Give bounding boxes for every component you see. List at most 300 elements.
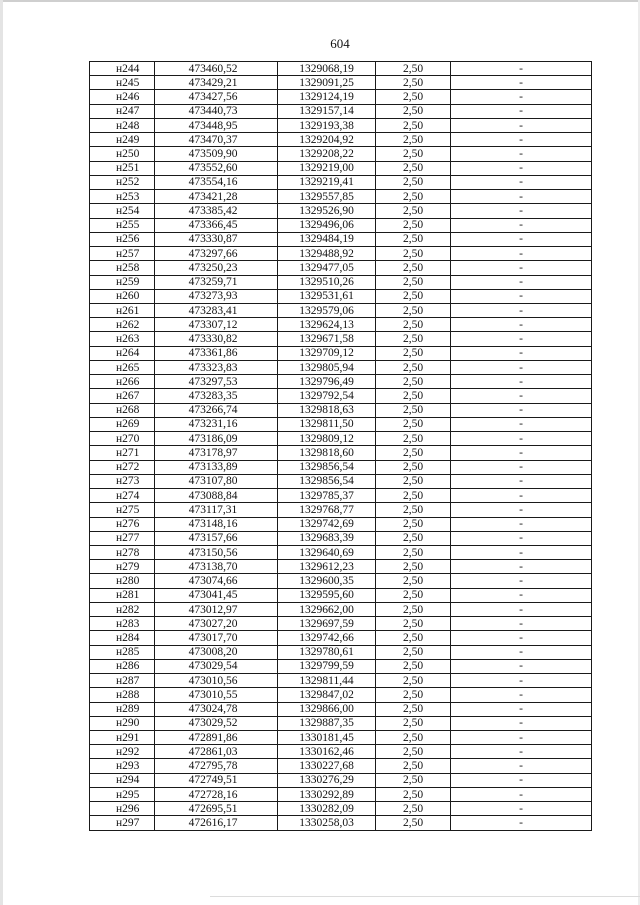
y-coordinate-cell: 1330258,03 (278, 816, 376, 830)
description-cell: - (451, 602, 592, 616)
accuracy-cell: 2,50 (376, 332, 451, 346)
table-row (90, 631, 592, 645)
description-cell: - (451, 175, 592, 189)
description-cell: - (451, 489, 592, 503)
y-coordinate-cell: 1329796,49 (278, 375, 376, 389)
point-id-cell: н290 (90, 716, 155, 730)
x-coordinate-cell: 472891,86 (155, 731, 278, 745)
table-row (90, 602, 592, 616)
y-coordinate-cell: 1330292,89 (278, 787, 376, 801)
description-cell: - (451, 332, 592, 346)
accuracy-cell: 2,50 (376, 303, 451, 317)
table-row (90, 773, 592, 787)
point-id-cell: н269 (90, 417, 155, 431)
accuracy-cell: 2,50 (376, 503, 451, 517)
accuracy-cell: 2,50 (376, 232, 451, 246)
x-coordinate-cell: 473088,84 (155, 489, 278, 503)
table-row (90, 190, 592, 204)
accuracy-cell: 2,50 (376, 602, 451, 616)
point-id-cell: н265 (90, 360, 155, 374)
table-row (90, 787, 592, 801)
point-id-cell: н292 (90, 745, 155, 759)
table-row (90, 76, 592, 90)
accuracy-cell: 2,50 (376, 318, 451, 332)
table-row (90, 574, 592, 588)
accuracy-cell: 2,50 (376, 474, 451, 488)
y-coordinate-cell: 1330162,46 (278, 745, 376, 759)
accuracy-cell: 2,50 (376, 204, 451, 218)
x-coordinate-cell: 473138,70 (155, 560, 278, 574)
table-row (90, 688, 592, 702)
description-cell: - (451, 531, 592, 545)
point-id-cell: н258 (90, 261, 155, 275)
x-coordinate-cell: 473330,87 (155, 232, 278, 246)
x-coordinate-cell: 473297,53 (155, 375, 278, 389)
x-coordinate-cell: 473427,56 (155, 90, 278, 104)
point-id-cell: н263 (90, 332, 155, 346)
description-cell: - (451, 104, 592, 118)
accuracy-cell: 2,50 (376, 403, 451, 417)
accuracy-cell: 2,50 (376, 588, 451, 602)
point-id-cell: н274 (90, 489, 155, 503)
description-cell: - (451, 375, 592, 389)
point-id-cell: н287 (90, 674, 155, 688)
x-coordinate-cell: 473029,52 (155, 716, 278, 730)
description-cell: - (451, 232, 592, 246)
table-row (90, 90, 592, 104)
point-id-cell: н278 (90, 545, 155, 559)
accuracy-cell: 2,50 (376, 118, 451, 132)
point-id-cell: н244 (90, 62, 155, 76)
accuracy-cell: 2,50 (376, 275, 451, 289)
y-coordinate-cell: 1329799,59 (278, 659, 376, 673)
y-coordinate-cell: 1329818,63 (278, 403, 376, 417)
y-coordinate-cell: 1329811,50 (278, 417, 376, 431)
description-cell: - (451, 802, 592, 816)
table-row (90, 375, 592, 389)
accuracy-cell: 2,50 (376, 90, 451, 104)
y-coordinate-cell: 1329600,35 (278, 574, 376, 588)
x-coordinate-cell: 473133,89 (155, 460, 278, 474)
table-row (90, 332, 592, 346)
y-coordinate-cell: 1329866,00 (278, 702, 376, 716)
description-cell: - (451, 76, 592, 90)
y-coordinate-cell: 1329805,94 (278, 360, 376, 374)
y-coordinate-cell: 1329709,12 (278, 346, 376, 360)
accuracy-cell: 2,50 (376, 716, 451, 730)
description-cell: - (451, 503, 592, 517)
description-cell: - (451, 289, 592, 303)
point-id-cell: н267 (90, 389, 155, 403)
table-row (90, 588, 592, 602)
table-row (90, 417, 592, 431)
description-cell: - (451, 247, 592, 261)
y-coordinate-cell: 1329792,54 (278, 389, 376, 403)
point-id-cell: н253 (90, 190, 155, 204)
y-coordinate-cell: 1329193,38 (278, 118, 376, 132)
point-id-cell: н246 (90, 90, 155, 104)
x-coordinate-cell: 473266,74 (155, 403, 278, 417)
accuracy-cell: 2,50 (376, 104, 451, 118)
accuracy-cell: 2,50 (376, 147, 451, 161)
description-cell: - (451, 787, 592, 801)
x-coordinate-cell: 473297,66 (155, 247, 278, 261)
table-row (90, 531, 592, 545)
x-coordinate-cell: 473509,90 (155, 147, 278, 161)
description-cell: - (451, 659, 592, 673)
x-coordinate-cell: 473041,45 (155, 588, 278, 602)
accuracy-cell: 2,50 (376, 175, 451, 189)
accuracy-cell: 2,50 (376, 702, 451, 716)
y-coordinate-cell: 1329510,26 (278, 275, 376, 289)
x-coordinate-cell: 473012,97 (155, 602, 278, 616)
point-id-cell: н259 (90, 275, 155, 289)
y-coordinate-cell: 1329640,69 (278, 545, 376, 559)
point-id-cell: н295 (90, 787, 155, 801)
accuracy-cell: 2,50 (376, 289, 451, 303)
point-id-cell: н262 (90, 318, 155, 332)
x-coordinate-cell: 473460,52 (155, 62, 278, 76)
x-coordinate-cell: 473178,97 (155, 446, 278, 460)
table-row (90, 62, 592, 76)
table-row (90, 232, 592, 246)
description-cell: - (451, 645, 592, 659)
y-coordinate-cell: 1329683,39 (278, 531, 376, 545)
point-id-cell: н275 (90, 503, 155, 517)
x-coordinate-cell: 473150,56 (155, 545, 278, 559)
y-coordinate-cell: 1329742,66 (278, 631, 376, 645)
table-row (90, 261, 592, 275)
point-id-cell: н276 (90, 517, 155, 531)
x-coordinate-cell: 473385,42 (155, 204, 278, 218)
x-coordinate-cell: 473157,66 (155, 531, 278, 545)
table-row (90, 432, 592, 446)
description-cell: - (451, 460, 592, 474)
description-cell: - (451, 403, 592, 417)
x-coordinate-cell: 473259,71 (155, 275, 278, 289)
point-id-cell: н264 (90, 346, 155, 360)
y-coordinate-cell: 1329124,19 (278, 90, 376, 104)
x-coordinate-cell: 473283,35 (155, 389, 278, 403)
point-id-cell: н268 (90, 403, 155, 417)
point-id-cell: н247 (90, 104, 155, 118)
x-coordinate-cell: 473421,28 (155, 190, 278, 204)
description-cell: - (451, 275, 592, 289)
point-id-cell: н296 (90, 802, 155, 816)
table-row (90, 318, 592, 332)
y-coordinate-cell: 1329091,25 (278, 76, 376, 90)
y-coordinate-cell: 1329526,90 (278, 204, 376, 218)
accuracy-cell: 2,50 (376, 688, 451, 702)
x-coordinate-cell: 473186,09 (155, 432, 278, 446)
point-id-cell: н272 (90, 460, 155, 474)
accuracy-cell: 2,50 (376, 375, 451, 389)
description-cell: - (451, 389, 592, 403)
accuracy-cell: 2,50 (376, 759, 451, 773)
point-id-cell: н249 (90, 133, 155, 147)
x-coordinate-cell: 473107,80 (155, 474, 278, 488)
accuracy-cell: 2,50 (376, 261, 451, 275)
x-coordinate-cell: 473283,41 (155, 303, 278, 317)
description-cell: - (451, 261, 592, 275)
description-cell: - (451, 517, 592, 531)
accuracy-cell: 2,50 (376, 645, 451, 659)
table-row (90, 346, 592, 360)
x-coordinate-cell: 472861,03 (155, 745, 278, 759)
accuracy-cell: 2,50 (376, 545, 451, 559)
x-coordinate-cell: 472795,78 (155, 759, 278, 773)
accuracy-cell: 2,50 (376, 247, 451, 261)
point-id-cell: н245 (90, 76, 155, 90)
point-id-cell: н281 (90, 588, 155, 602)
y-coordinate-cell: 1329809,12 (278, 432, 376, 446)
description-cell: - (451, 417, 592, 431)
table-row (90, 503, 592, 517)
point-id-cell: н256 (90, 232, 155, 246)
point-id-cell: н293 (90, 759, 155, 773)
table-row (90, 489, 592, 503)
y-coordinate-cell: 1329624,13 (278, 318, 376, 332)
x-coordinate-cell: 473307,12 (155, 318, 278, 332)
x-coordinate-cell: 473008,20 (155, 645, 278, 659)
accuracy-cell: 2,50 (376, 659, 451, 673)
accuracy-cell: 2,50 (376, 517, 451, 531)
table-row (90, 161, 592, 175)
accuracy-cell: 2,50 (376, 389, 451, 403)
accuracy-cell: 2,50 (376, 489, 451, 503)
point-id-cell: н251 (90, 161, 155, 175)
table-row (90, 674, 592, 688)
table-row (90, 175, 592, 189)
table-row (90, 745, 592, 759)
description-cell: - (451, 702, 592, 716)
accuracy-cell: 2,50 (376, 446, 451, 460)
y-coordinate-cell: 1330181,45 (278, 731, 376, 745)
y-coordinate-cell: 1329488,92 (278, 247, 376, 261)
accuracy-cell: 2,50 (376, 76, 451, 90)
page-edge-left (0, 0, 3, 905)
table-row (90, 759, 592, 773)
accuracy-cell: 2,50 (376, 731, 451, 745)
table-row (90, 147, 592, 161)
description-cell: - (451, 147, 592, 161)
accuracy-cell: 2,50 (376, 417, 451, 431)
x-coordinate-cell: 473554,16 (155, 175, 278, 189)
table-row (90, 389, 592, 403)
x-coordinate-cell: 473448,95 (155, 118, 278, 132)
accuracy-cell: 2,50 (376, 787, 451, 801)
table-row (90, 403, 592, 417)
description-cell: - (451, 731, 592, 745)
point-id-cell: н286 (90, 659, 155, 673)
x-coordinate-cell: 473429,21 (155, 76, 278, 90)
table-row (90, 816, 592, 830)
point-id-cell: н277 (90, 531, 155, 545)
description-cell: - (451, 346, 592, 360)
description-cell: - (451, 218, 592, 232)
description-cell: - (451, 631, 592, 645)
description-cell: - (451, 190, 592, 204)
x-coordinate-cell: 473361,86 (155, 346, 278, 360)
accuracy-cell: 2,50 (376, 346, 451, 360)
description-cell: - (451, 545, 592, 559)
point-id-cell: н250 (90, 147, 155, 161)
point-id-cell: н254 (90, 204, 155, 218)
description-cell: - (451, 161, 592, 175)
coordinates-table (89, 61, 592, 831)
y-coordinate-cell: 1329671,58 (278, 332, 376, 346)
description-cell: - (451, 560, 592, 574)
x-coordinate-cell: 473010,55 (155, 688, 278, 702)
description-cell: - (451, 674, 592, 688)
table-row (90, 702, 592, 716)
y-coordinate-cell: 1329477,05 (278, 261, 376, 275)
y-coordinate-cell: 1330282,09 (278, 802, 376, 816)
y-coordinate-cell: 1330276,29 (278, 773, 376, 787)
point-id-cell: н255 (90, 218, 155, 232)
point-id-cell: н257 (90, 247, 155, 261)
point-id-cell: н288 (90, 688, 155, 702)
point-id-cell: н273 (90, 474, 155, 488)
point-id-cell: н270 (90, 432, 155, 446)
accuracy-cell: 2,50 (376, 574, 451, 588)
point-id-cell: н291 (90, 731, 155, 745)
y-coordinate-cell: 1329068,19 (278, 62, 376, 76)
description-cell: - (451, 133, 592, 147)
table-row (90, 446, 592, 460)
y-coordinate-cell: 1329612,23 (278, 560, 376, 574)
description-cell: - (451, 204, 592, 218)
accuracy-cell: 2,50 (376, 360, 451, 374)
y-coordinate-cell: 1329484,19 (278, 232, 376, 246)
table-row (90, 460, 592, 474)
accuracy-cell: 2,50 (376, 674, 451, 688)
point-id-cell: н279 (90, 560, 155, 574)
description-cell: - (451, 588, 592, 602)
page-edge-top (0, 0, 640, 2)
x-coordinate-cell: 473024,78 (155, 702, 278, 716)
table-row (90, 303, 592, 317)
y-coordinate-cell: 1329579,06 (278, 303, 376, 317)
point-id-cell: н266 (90, 375, 155, 389)
table-row (90, 218, 592, 232)
point-id-cell: н283 (90, 617, 155, 631)
accuracy-cell: 2,50 (376, 631, 451, 645)
accuracy-cell: 2,50 (376, 617, 451, 631)
x-coordinate-cell: 473027,20 (155, 617, 278, 631)
description-cell: - (451, 432, 592, 446)
table-row (90, 659, 592, 673)
y-coordinate-cell: 1329204,92 (278, 133, 376, 147)
page-number: 604 (330, 36, 350, 51)
x-coordinate-cell: 473273,93 (155, 289, 278, 303)
y-coordinate-cell: 1329856,54 (278, 474, 376, 488)
description-cell: - (451, 617, 592, 631)
y-coordinate-cell: 1329157,14 (278, 104, 376, 118)
description-cell: - (451, 773, 592, 787)
y-coordinate-cell: 1329531,61 (278, 289, 376, 303)
y-coordinate-cell: 1329595,60 (278, 588, 376, 602)
x-coordinate-cell: 473148,16 (155, 517, 278, 531)
table-row (90, 545, 592, 559)
table-row (90, 517, 592, 531)
table-row (90, 275, 592, 289)
point-id-cell: н260 (90, 289, 155, 303)
accuracy-cell: 2,50 (376, 816, 451, 830)
point-id-cell: н285 (90, 645, 155, 659)
point-id-cell: н248 (90, 118, 155, 132)
description-cell: - (451, 688, 592, 702)
y-coordinate-cell: 1329811,44 (278, 674, 376, 688)
x-coordinate-cell: 472695,51 (155, 802, 278, 816)
accuracy-cell: 2,50 (376, 190, 451, 204)
table-row (90, 360, 592, 374)
accuracy-cell: 2,50 (376, 432, 451, 446)
x-coordinate-cell: 473117,31 (155, 503, 278, 517)
table-row (90, 716, 592, 730)
point-id-cell: н282 (90, 602, 155, 616)
accuracy-cell: 2,50 (376, 560, 451, 574)
table-row (90, 104, 592, 118)
description-cell: - (451, 303, 592, 317)
point-id-cell: н297 (90, 816, 155, 830)
y-coordinate-cell: 1329818,60 (278, 446, 376, 460)
description-cell: - (451, 816, 592, 830)
x-coordinate-cell: 473017,70 (155, 631, 278, 645)
description-cell: - (451, 446, 592, 460)
point-id-cell: н289 (90, 702, 155, 716)
y-coordinate-cell: 1329557,85 (278, 190, 376, 204)
accuracy-cell: 2,50 (376, 133, 451, 147)
x-coordinate-cell: 473074,66 (155, 574, 278, 588)
x-coordinate-cell: 472749,51 (155, 773, 278, 787)
y-coordinate-cell: 1329496,06 (278, 218, 376, 232)
table-row (90, 560, 592, 574)
y-coordinate-cell: 1329856,54 (278, 460, 376, 474)
accuracy-cell: 2,50 (376, 161, 451, 175)
y-coordinate-cell: 1329697,59 (278, 617, 376, 631)
description-cell: - (451, 759, 592, 773)
y-coordinate-cell: 1329887,35 (278, 716, 376, 730)
x-coordinate-cell: 473231,16 (155, 417, 278, 431)
y-coordinate-cell: 1329780,61 (278, 645, 376, 659)
x-coordinate-cell: 473470,37 (155, 133, 278, 147)
table-row (90, 118, 592, 132)
y-coordinate-cell: 1329219,41 (278, 175, 376, 189)
point-id-cell: н294 (90, 773, 155, 787)
table-row (90, 617, 592, 631)
x-coordinate-cell: 473440,73 (155, 104, 278, 118)
x-coordinate-cell: 473330,82 (155, 332, 278, 346)
accuracy-cell: 2,50 (376, 745, 451, 759)
y-coordinate-cell: 1329208,22 (278, 147, 376, 161)
description-cell: - (451, 118, 592, 132)
table-row (90, 204, 592, 218)
x-coordinate-cell: 473366,45 (155, 218, 278, 232)
point-id-cell: н271 (90, 446, 155, 460)
y-coordinate-cell: 1329662,00 (278, 602, 376, 616)
table-row (90, 133, 592, 147)
y-coordinate-cell: 1330227,68 (278, 759, 376, 773)
description-cell: - (451, 62, 592, 76)
y-coordinate-cell: 1329219,00 (278, 161, 376, 175)
description-cell: - (451, 474, 592, 488)
point-id-cell: н252 (90, 175, 155, 189)
x-coordinate-cell: 472728,16 (155, 787, 278, 801)
description-cell: - (451, 90, 592, 104)
y-coordinate-cell: 1329785,37 (278, 489, 376, 503)
x-coordinate-cell: 473029,54 (155, 659, 278, 673)
